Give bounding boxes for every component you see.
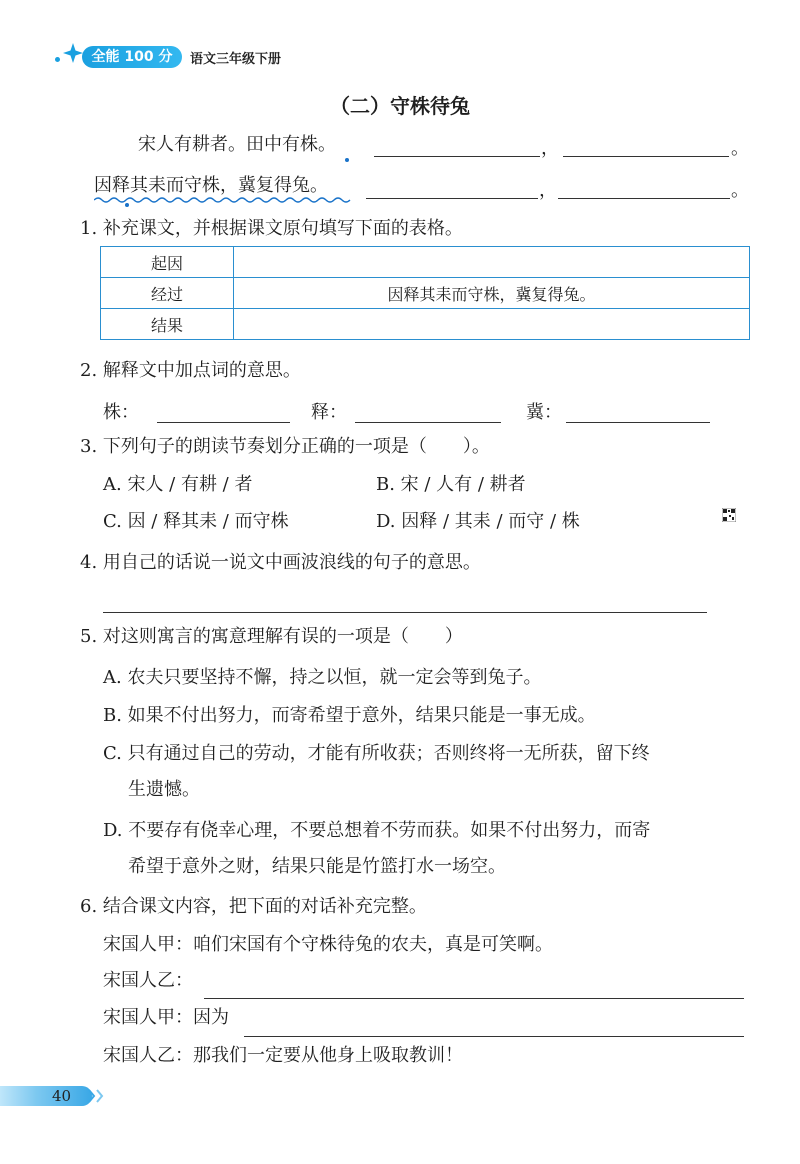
word-label-1: 株： <box>103 402 139 423</box>
question-4-prompt: 4. 用自己的话说一说文中画波浪线的句子的意思。 <box>80 552 481 573</box>
qr-code-icon[interactable] <box>722 508 736 522</box>
wavy-underline <box>94 196 356 204</box>
question-5-prompt: 5. 对这则寓言的寓意理解有误的一项是（ ） <box>80 626 463 647</box>
question-3-prompt: 3. 下列句子的朗读节奏划分正确的一项是（ ）。 <box>80 436 490 457</box>
emphasis-dot-icon <box>125 203 129 207</box>
page-number: 40 <box>52 1087 72 1105</box>
table-cell-answer: 因释其耒而守株，冀复得兔。 <box>234 278 750 309</box>
table-row <box>101 309 750 340</box>
passage-period-2: 。 <box>731 180 749 201</box>
brand-badge: 全能 100 分 <box>82 46 182 68</box>
q5-option-d[interactable]: D. 不要存有侥幸心理，不要总想着不劳而获。如果不付出努力，而寄 <box>103 820 651 841</box>
page-number-tab <box>0 1086 92 1106</box>
option-d[interactable]: D. 因释 / 其耒 / 而守 / 株 <box>376 511 580 532</box>
word-answer-blank-3[interactable] <box>566 422 710 423</box>
passage-line-2: 因释其耒而守株，冀复得兔。 <box>94 175 328 196</box>
dialogue-line-2-label: 宋国人乙： <box>103 970 193 991</box>
passage-blank-3[interactable] <box>366 198 538 199</box>
table-cell-label: 经过 <box>101 278 234 309</box>
table-cell-answer[interactable] <box>234 309 750 340</box>
section-title: （二）守株待兔 <box>330 94 470 118</box>
table-cell-label: 起因 <box>101 247 234 278</box>
passage-blank-1[interactable] <box>374 156 540 157</box>
passage-blank-4[interactable] <box>558 198 730 199</box>
chevron-right-icon <box>96 1089 104 1103</box>
option-b[interactable]: B. 宋 / 人有 / 耕者 <box>376 474 526 495</box>
question-2-prompt: 2. 解释文中加点词的意思。 <box>80 360 301 381</box>
passage-line-1: 宋人有耕者。田中有株。 <box>138 134 336 155</box>
q5-option-c[interactable]: C. 只有通过自己的劳动，才能有所收获；否则终将一无所获，留下终 <box>103 743 650 764</box>
passage-comma-2: ， <box>539 180 557 201</box>
q5-option-b[interactable]: B. 如果不付出努力，而寄希望于意外，结果只能是一事无成。 <box>103 705 596 726</box>
q5-option-d-cont: 希望于意外之财，结果只能是竹篮打水一场空。 <box>128 856 506 877</box>
chevron-right-icon <box>88 1089 96 1103</box>
passage-blank-2[interactable] <box>563 156 729 157</box>
word-answer-blank-1[interactable] <box>157 422 290 423</box>
sparkle-star-icon <box>62 42 84 64</box>
passage-comma-1: ， <box>541 138 559 159</box>
decorative-dot-icon <box>55 57 60 62</box>
option-a[interactable]: A. 宋人 / 有耕 / 者 <box>103 474 253 495</box>
passage-period-1: 。 <box>731 138 749 159</box>
q5-option-c-cont: 生遗憾。 <box>128 779 200 800</box>
dialogue-line-4: 宋国人乙：那我们一定要从他身上吸取教训！ <box>103 1045 463 1066</box>
book-title: 语文三年级下册 <box>190 52 282 67</box>
q5-option-a[interactable]: A. 农夫只要坚持不懈，持之以恒，就一定会等到兔子。 <box>103 667 542 688</box>
table-cell-label: 结果 <box>101 309 234 340</box>
table-cell-answer[interactable] <box>234 247 750 278</box>
dialogue-answer-line-2[interactable] <box>244 1036 744 1037</box>
emphasis-dot-icon <box>345 158 349 162</box>
question-4-answer-line[interactable] <box>103 612 707 613</box>
option-c[interactable]: C. 因 / 释其耒 / 而守株 <box>103 511 289 532</box>
story-table <box>100 246 750 340</box>
question-6-prompt: 6. 结合课文内容，把下面的对话补充完整。 <box>80 896 427 917</box>
dialogue-line-3-label: 宋国人甲：因为 <box>103 1007 229 1028</box>
table-row <box>101 278 750 309</box>
dialogue-answer-line-1[interactable] <box>204 998 744 999</box>
question-1-prompt: 1. 补充课文，并根据课文原句填写下面的表格。 <box>80 218 463 239</box>
word-label-2: 释： <box>311 402 347 423</box>
word-answer-blank-2[interactable] <box>355 422 501 423</box>
dialogue-line-1: 宋国人甲：咱们宋国有个守株待兔的农夫，真是可笑啊。 <box>103 934 553 955</box>
table-row <box>101 247 750 278</box>
word-label-3: 冀： <box>526 402 562 423</box>
